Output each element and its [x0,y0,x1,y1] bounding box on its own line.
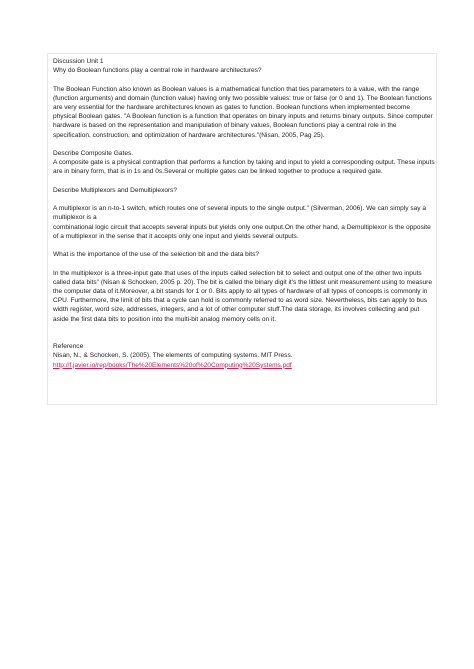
answer-boolean-functions: The Boolean Function also known as Boolean values is a mathematical function that ties parameters to a value, with the range (function arguments) and domain (function value) having only two possible values: true or false (or 0 and 1). The Boolean functions are very essential for the hardware architectures known as gates to function. Boolean functions when implemented become physical Boolean gates. "A Boolean function is a function that operates on binary inputs and returns binary outputs. Since computer hardware is based on the representation and manipulation of binary values, Boolean functions play a central role in the specification, construction, and optimization of hardware architectures."(Nisan, 2005, Pag 25). [53,85,433,139]
reference-heading: Reference [53,343,84,351]
document-content [53,57,435,370]
reference-link[interactable]: http://f.javier.io/rep/books/The%20Elements%20of%20Computing%20Systems.pdf [53,361,292,369]
question-boolean-functions: Why do Boolean functions play a central role in hardware architectures? [53,67,262,75]
reference-citation: Nisan, N., & Schocken, S. (2005). The elements of computing systems. MIT Press. [53,352,293,360]
document-title: Discussion Unit 1 [53,58,104,65]
question-selection-bit: What is the importance of the use of the selection bit and the data bits? [53,251,259,259]
answer-selection-bit: In the multiplexor is a three-input gate that uses of the inputs called selection bit to select and output one of the other two inputs called data bits" (Nisan & Schocken, 2005 p. 20). The bit is called the binary digit it's the littlest unit measurement using to measure the computer data of it.Moreover, a bit stands for 1 or 0. Bits apply to all types of hardware of all types of concepts is commonly in CPU. Furthermore, the limit of bits that a cycle can hold is commonly referred to as word size. Nevertheless, bits can apply to bus width register, word size, addresses, integers, and a lot of other computer stuff.The data storage, its involves collecting and put aside the first data bits to position into the multi-bit analog memory cells on it. [53,269,433,323]
heading-multiplexors: Describe Multiplexors and Demultiplexors? [53,186,178,194]
answer-multiplexors-part1: A multiplexor is an n-to-1 switch, which routes one of several inputs to the single output." (Silverman, 2006). We can simply say a multiplexor is a [53,205,427,222]
answer-composite-gates: A composite gate is a physical contraption that performs a function by taking and input to yield a corresponding output. These inputs are in binary form, that is in 1s and 0s.Several or multiple gates can be linked together to produce a required gate. [53,159,435,176]
heading-composite-gates: Describe Composite Gates. [53,150,134,157]
answer-multiplexors-part2: combinational logic circuit that accepts several inputs but yields only one output.On the other hand, a Demultiplexor is the opposite of a multiplexor in the sense that it accepts only one input and yields several outputs. [53,223,431,240]
